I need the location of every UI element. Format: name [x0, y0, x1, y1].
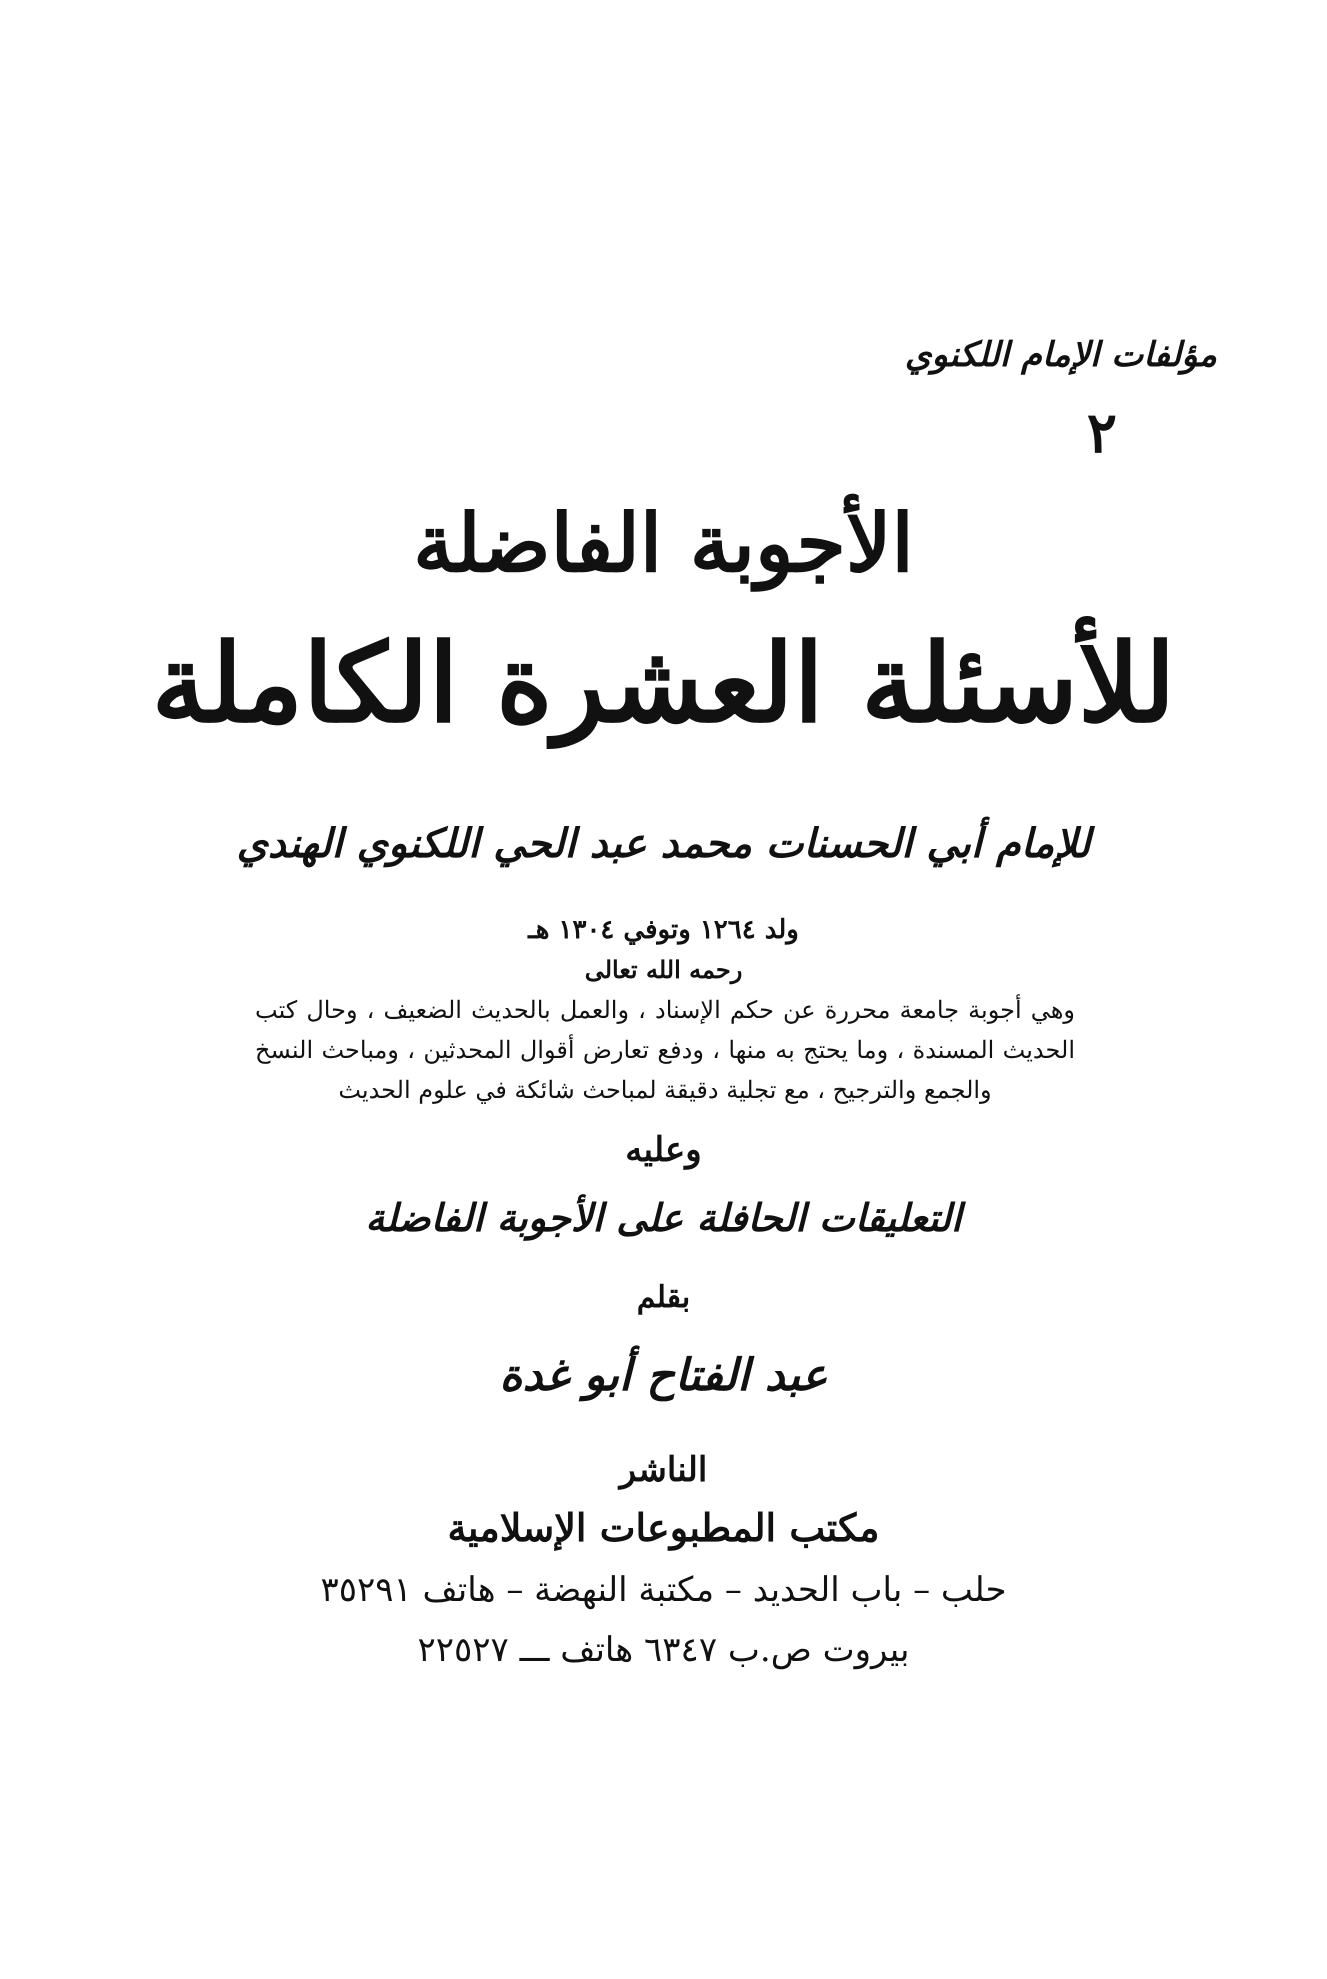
main-title-line2: للأسئلة العشرة الكاملة — [151, 621, 1176, 747]
annotations-connector: وعليه — [625, 1130, 702, 1170]
publisher-name: مكتب المطبوعات الإسلامية — [447, 1505, 880, 1550]
publisher-address-line1: حلب – باب الحديد – مكتبة النهضة – هاتف ٣٥٢٩١ — [320, 1570, 1007, 1610]
author-prayer: رحمه الله تعالى — [584, 955, 743, 984]
publisher-address-line2: بيروت ص.ب ٦٣٤٧ هاتف ـــ ٢٢٥٢٧ — [417, 1630, 910, 1670]
publisher-label: الناشر — [619, 1450, 708, 1490]
author-name: للإمام أبي الحسنات محمد عبد الحي اللكنوي الهندي — [236, 820, 1091, 867]
book-description: وهي أجوبة جامعة محررة عن حكم الإسناد ، والعمل بالحديث الضعيف ، وحال كتب الحديث المسندة ، وما يحتج به منها ، ودفع تعارض أقوال المحدثين ، ومباحث النسخ والجمع والترجيح ، مع تجلية دقيقة لمباحث شائكة في علوم الحديث — [255, 996, 1075, 1104]
main-title-line1: الأجوبة الفاضلة — [413, 496, 914, 590]
series-title: مؤلفات الإمام اللكنوي — [904, 335, 1217, 375]
annotations-title: التعليقات الحافلة على الأجوبة الفاضلة — [365, 1195, 962, 1240]
annotations-by-label: بقلم — [636, 1280, 691, 1315]
editor-name: عبد الفتاح أبو غدة — [499, 1350, 828, 1401]
volume-number: ٢ — [1086, 400, 1117, 466]
author-dates: ولد ١٢٦٤ وتوفي ١٣٠٤ هـ — [528, 915, 799, 945]
